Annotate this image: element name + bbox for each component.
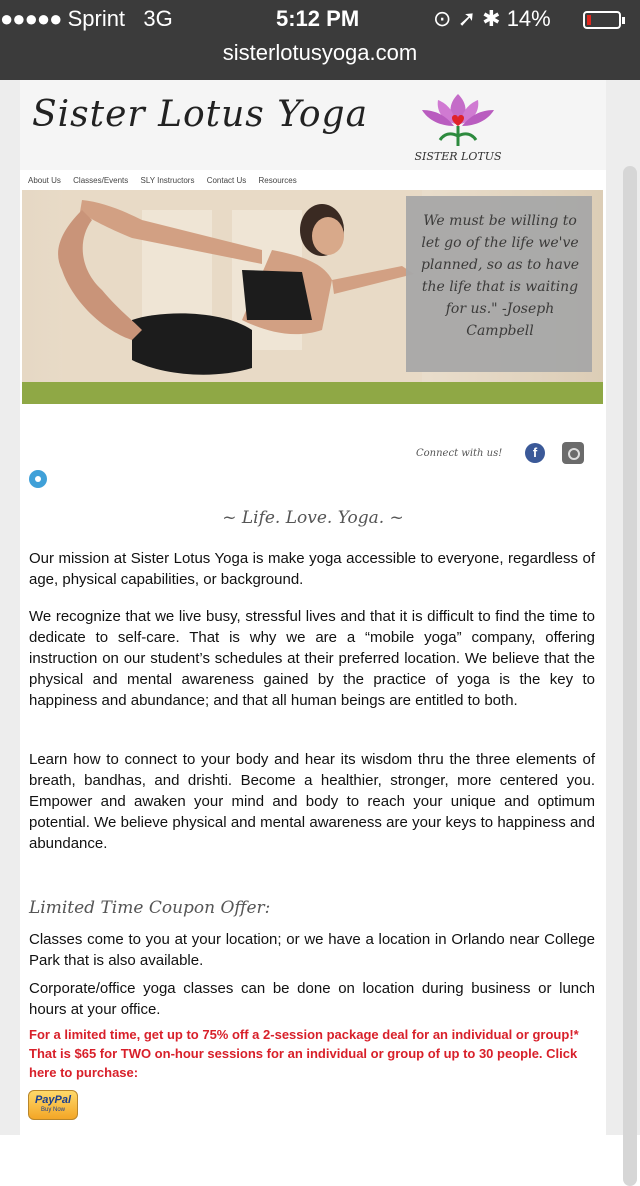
paypal-logo: PayPal — [34, 1094, 72, 1106]
quote-box — [406, 196, 592, 372]
battery-tip — [622, 17, 625, 24]
coupon-paragraph-location: Classes come to you at your location; or we have a location in Orlando near College Park that is also available. — [29, 931, 595, 969]
twitter-icon[interactable] — [29, 470, 47, 488]
nav-sly-instructors[interactable]: SLY Instructors — [140, 176, 195, 185]
status-icons — [433, 6, 551, 32]
network-type: 3G — [143, 6, 173, 31]
coupon-paragraph-corporate: Corporate/office yoga classes can be done on location during business or lunch hours at your office. — [29, 980, 595, 1018]
grass-strip — [22, 382, 603, 404]
instagram-icon[interactable] — [562, 442, 584, 464]
connect-paragraph: Learn how to connect to your body and hear its wisdom thru the three elements of breath, bandhas, and drishti. Become a healthier, stronger, more centered you. Empower and awaken your mind and body to reach your unique and optimum potential. We believe physical and mental awareness are your keys to happiness and abundance. — [29, 751, 595, 852]
main-nav — [28, 176, 307, 185]
hero-banner — [22, 190, 603, 404]
nav-about-us[interactable]: About Us — [28, 176, 61, 185]
nav-contact-us[interactable]: Contact Us — [206, 176, 247, 185]
lotus-logo[interactable] — [398, 84, 518, 164]
nav-classes-events[interactable]: Classes/Events — [73, 176, 129, 185]
battery-percent: 14% — [506, 6, 551, 31]
site-header — [20, 80, 606, 170]
battery-icon — [583, 11, 621, 29]
yoga-pose-photo — [22, 190, 422, 404]
site-title[interactable]: Sister Lotus Yoga — [32, 94, 369, 135]
signal-strength-icon: ●●●●● — [0, 6, 62, 31]
about-paragraph: We recognize that we live busy, stressful lives and that it is difficult to find the time to dedicate to self-care. That is why we are a “mobile yoga” company, offering instruction on our student’s schedules at their preferred location. We believe that the physical and mental awareness gained by the practice of yoga is the key to happiness and abundance; and that all human beings are entitled to both. — [29, 608, 595, 709]
hero-quote: We must be willing to let go of the life we've planned, so as to have the life that is waiting for us." -Joseph Campbell — [420, 213, 580, 339]
lotus-flower-icon — [422, 94, 494, 146]
mission-paragraph: Our mission at Sister Lotus Yoga is make yoga accessible to everyone, regardless of age, physical capabilities, or background. — [29, 550, 595, 588]
paypal-buy-now-button[interactable] — [28, 1090, 78, 1120]
scrollbar[interactable] — [623, 166, 637, 1186]
web-page — [0, 80, 640, 1135]
location-icon: ➚ — [457, 6, 476, 31]
rotation-lock-icon: ⊙ — [433, 6, 452, 31]
offer-text[interactable]: For a limited time, get up to 75% off a 2-session package deal for an individual or group!* That is $65 for TWO on-hour sessions for an individual or group of up to 30 people. Click here to purchase: — [29, 1027, 579, 1080]
clock: 5:12 PM — [276, 6, 360, 31]
battery-level-fill — [587, 15, 591, 25]
paypal-sub-label: Buy Now — [40, 1107, 65, 1113]
carrier-name: Sprint — [67, 6, 126, 31]
tagline: ~ Life. Love. Yoga. ~ — [222, 508, 404, 528]
connect-label: Connect with us! — [416, 448, 503, 459]
facebook-icon[interactable]: f — [525, 443, 545, 463]
coupon-title: Limited Time Coupon Offer: — [29, 898, 271, 918]
logo-text: SISTER LOTUS — [414, 150, 502, 163]
page-content — [20, 80, 606, 1135]
status-bar — [0, 0, 640, 80]
address-bar[interactable]: sisterlotusyoga.com — [222, 40, 418, 65]
bluetooth-icon: ✱ — [482, 6, 501, 31]
carrier-info — [0, 6, 173, 32]
nav-resources[interactable]: Resources — [258, 176, 297, 185]
